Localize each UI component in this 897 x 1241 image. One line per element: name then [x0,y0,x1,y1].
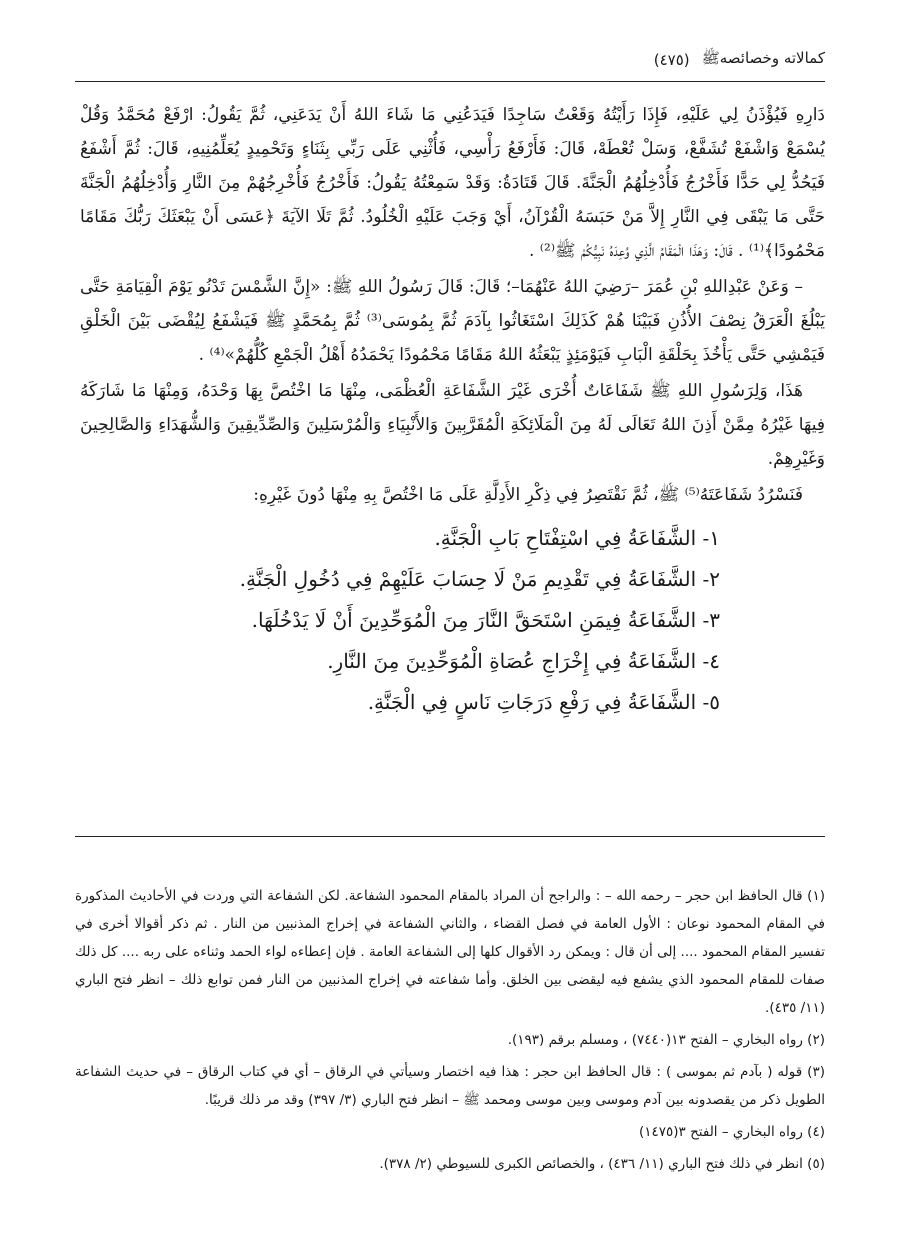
footnote-rule [75,836,825,837]
footnote-1: (١) قال الحافظ ابن حجر – رحمه الله – : والراجح أن المراد بالمقام المحمود الشفاعة. لكن الشفاعة التي وردت في الأحاديث المذكورة في المقام المحمود نوعان : الأول العامة في فصل القضاء ، والثاني الشفاعة في إخراج المذنبين من النار . ثم ذكر أقوالا أخرى في تفسير المقام المحمود .... إلى أن قال : ويمكن رد الأقوال كلها إلى الشفاعة العامة . فإن إعطاءه لواء الحمد وثناءه على ربه .... كل ذلك صفات للمقام المحمود الذي يشفع فيه ليقضى بين الخلق. وأما شفاعته في إخراج المذنبين من النار فمن توابع ذلك – انظر فتح الباري (١١/ ٤٣٥). [75,888,825,1016]
paragraph-1: دَارِهِ فَيُؤْذَنُ لِي عَلَيْهِ، فَإِذَا رَأَيْتُهُ وَقَعْتُ سَاجِدًا فَيَدَعُنِي مَا شَاءَ اللهُ أَنْ يَدَعَنِي، ثُمَّ يَقُولُ: ارْفَعْ مُحَمَّدُ وَقُلْ يُسْمَعْ وَاشْفَعْ تُشَفَّعْ، وَسَلْ تُعْطَهْ، قَالَ: فَأَرْفَعُ رَأْسِي، فَأُثْنِي عَلَى رَبِّي بِثَنَاءٍ وَتَحْمِيدٍ يُعَلِّمُنِيهِ، قَالَ: ثُمَّ أَشْفَعُ فَيَحُدُّ لِي حَدًّا فَأَخْرُجُ فَأُدْخِلُهُمُ الْجَنَّةَ. قَالَ قَتَادَةُ: وَقَدْ سَمِعْتُهُ يَقُولُ: فَأَخْرُجُ فَأُخْرِجُهُمْ مِنَ النَّارِ وَأُدْخِلُهُمُ الْجَنَّةَ حَتَّى مَا يَبْقَى فِي النَّارِ إِلاَّ مَنْ حَبَسَهُ الْقُرْآنُ، أَيْ وَجَبَ عَلَيْهِ الْخُلُودُ. ثُمَّ تَلَا الآيَةَ ﴿عَسَى أَنْ يَبْعَثَكَ رَبُّكَ مَقَامًا مَحْمُودًا﴾⁽¹⁾ . قَالَ: وَهَذَا الْمَقَامُ الَّذِي وُعِدَهُ نَبِيُّكُمْ ﷺ⁽²⁾ . [80,105,825,261]
footnote-5: (٥) انظر في ذلك فتح الباري (١١/ ٤٣٦) ، والخصائص الكبرى للسيوطي (٢/ ٣٧٨). [379,1156,825,1172]
paragraph-3: هَذَا، وَلِرَسُولِ اللهِ ﷺ شَفَاعَاتٌ أُخْرَى غَيْرَ الشَّفَاعَةِ الْعُظْمَى، مِنْهَا مَا اخْتُصَّ بِهَا وَحْدَهُ، وَمِنْهَا مَا شَارَكَهُ فِيهَا غَيْرُهُ مِمَّنْ أَذِنَ اللهُ تَعَالَى لَهُ مِنَ الْمَلَائِكَةِ الْمُقَرَّبِينَ وَالأَنْبِيَاءِ وَالْمُرْسَلِينَ وَالصِّدِّيقِينَ وَالشُّهَدَاءِ وَالصَّالِحِينَ وَغَيْرِهِمْ. [80,381,825,469]
main-text [80,98,825,723]
intercession-list [80,518,825,723]
footnote-3: (٣) قوله ( بآدم ثم بموسى ) : قال الحافظ ابن حجر : هذا فيه اختصار وسيأتي في الرقاق – أي في كتاب الرقاق – في حديث الشفاعة الطويل ذكر من يقصدونه بين آدم وموسى وبين موسى ومحمد ﷺ – انظر فتح الباري (٣/ ٣٩٧) وقد مر ذلك قريبًا. [75,1064,825,1108]
list-item: ٤- الشَّفَاعَةُ فِي إِخْرَاجِ عُصَاةِ الْمُوَحِّدِينَ مِنَ النَّارِ. [327,649,720,673]
list-item: ٣- الشَّفَاعَةُ فِيمَنِ اسْتَحَقَّ النَّارَ مِنَ الْمُوَحِّدِينَ أَنْ لَا يَدْخُلَهَا. [251,608,720,632]
paragraph-2: – وَعَنْ عَبْدِاللهِ بْنِ عُمَرَ –رَضِيَ اللهُ عَنْهُمَا–؛ قَالَ: قَالَ رَسُولُ اللهِ ﷺ: «إِنَّ الشَّمْسَ تَدْنُو يَوْمَ الْقِيَامَةِ حَتَّى يَبْلُغَ الْعَرَقُ نِصْفَ الأُذُنِ فَبَيْنَا هُمْ كَذَلِكَ اسْتَغَاثُوا بِآدَمَ ثُمَّ بِمُوسَى⁽³⁾ ثُمَّ بِمُحَمَّدٍ ﷺ فَيَشْفَعُ لِيُقْضَى بَيْنَ الْخَلْقِ فَيَمْشِي حَتَّى يَأْخُذَ بِحَلْقَةِ الْبَابِ فَيَوْمَئِذٍ يَبْعَثُهُ اللهُ مَقَامًا مَحْمُودًا يَحْمَدُهُ أَهْلُ الْجَمْعِ كُلُّهُمْ»⁽⁴⁾ . [80,277,825,365]
footnote-2: (٢) رواه البخاري – الفتح ١٣(٧٤٤٠) ، ومسلم برقم (١٩٣). [507,1032,825,1048]
footnotes [75,882,825,1182]
list-item: ١- الشَّفَاعَةُ فِي اسْتِفْتَاحِ بَابِ الْجَنَّةِ. [434,526,720,550]
list-item: ٥- الشَّفَاعَةُ فِي رَفْعِ دَرَجَاتِ نَاسٍ فِي الْجَنَّةِ. [367,690,720,714]
header-rule [75,81,825,82]
page-header [75,46,825,74]
footnote-4: (٤) رواه البخاري – الفتح ٣(١٤٧٥) [638,1124,825,1140]
running-title: كمالاته وخصائصهﷺ [701,49,825,67]
list-item: ٢- الشَّفَاعَةُ فِي تَقْدِيمِ مَنْ لَا حِسَابَ عَلَيْهِمْ فِي دُخُولِ الْجَنَّةِ. [239,567,720,591]
paragraph-4: فَنَسْرُدُ شَفَاعَتَهُ⁽⁵⁾ ﷺ، ثُمَّ نَقْتَصِرُ فِي ذِكْرِ الأَدِلَّةِ عَلَى مَا اخْتُصَّ بِهِ مِنْهَا دُونَ غَيْرِهِ: [253,485,803,505]
page-number: (٤٧٥) [653,51,690,69]
